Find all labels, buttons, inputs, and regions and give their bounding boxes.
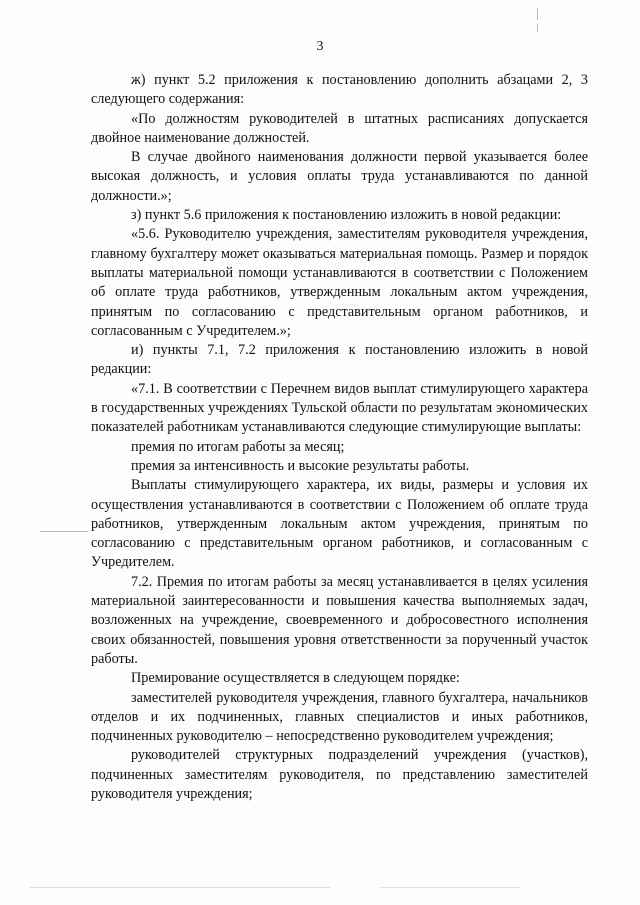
document-body [91,71,588,804]
list-item: премия за интенсивность и высокие результаты работы. [131,457,470,474]
scan-artifact [40,531,88,532]
paragraph: «По должностям руководителей в штатных расписаниях допускается двойное наименование должностей. [91,110,588,146]
paragraph: руководителей структурных подразделений учреждения (участков), подчиненных заместителям руководителя, по представлению заместителей руководителя учреждения; [91,747,588,802]
paragraph: з) пункт 5.6 приложения к постановлению изложить в новой редакции: [131,207,562,224]
paragraph: ж) пункт 5.2 приложения к постановлению дополнить абзацами 2, 3 следующего содержания: [91,72,588,108]
scan-artifact [30,887,330,888]
paragraph: заместителей руководителя учреждения, главного бухгалтера, начальников отделов и их подчиненных, главных специалистов и иных работников, подчиненных руководителю – непосредственно руководителем учреждения; [91,689,588,745]
scan-artifact [380,887,520,888]
page-number: 3 [316,39,324,54]
paragraph: и) пункты 7.1, 7.2 приложения к постановлению изложить в новой редакции: [91,342,588,378]
paragraph: Премирование осуществляется в следующем порядке: [131,670,460,687]
list-item: премия по итогам работы за месяц; [131,438,345,455]
paragraph: «7.1. В соответствии с Перечнем видов выплат стимулирующего характера в государственных учреждениях Тульской области по результатам экономических показателей работникам устанавливаются следующие стимулирующие выплаты: [91,380,588,436]
scan-artifact [537,8,538,20]
paragraph: Выплаты стимулирующего характера, их виды, размеры и условия их осуществления устанавливаются в соответствии с Положением об оплате труда работников, утвержденным локальным актом учреждения, принятым по согласованию с представительным органом работников, и согласованным с Учредителем. [91,477,588,571]
scan-artifact [537,24,538,32]
paragraph: «5.6. Руководителю учреждения, заместителям руководителя учреждения, главному бухгалтеру может оказываться материальная помощь. Размер и порядок выплаты материальной помощи устанавливаются в соответствии с Положением об оплате труда работников, утвержденным локальным актом учреждения, принятым по согласованию с представительным органом работников, и согласованным с Учредителем.»; [91,226,588,339]
paragraph: В случае двойного наименования должности первой указывается более высокая должность, и условия оплаты труда устанавливаются по данной должности.»; [91,149,588,204]
paragraph: 7.2. Премия по итогам работы за месяц устанавливается в целях усиления материальной заинтересованности и повышения качества выполняемых задач, возложенных на учреждение, своевременного и добросовестного исполнения своих обязанностей, повышения уровня ответственности за порученный участок работы. [91,573,588,667]
